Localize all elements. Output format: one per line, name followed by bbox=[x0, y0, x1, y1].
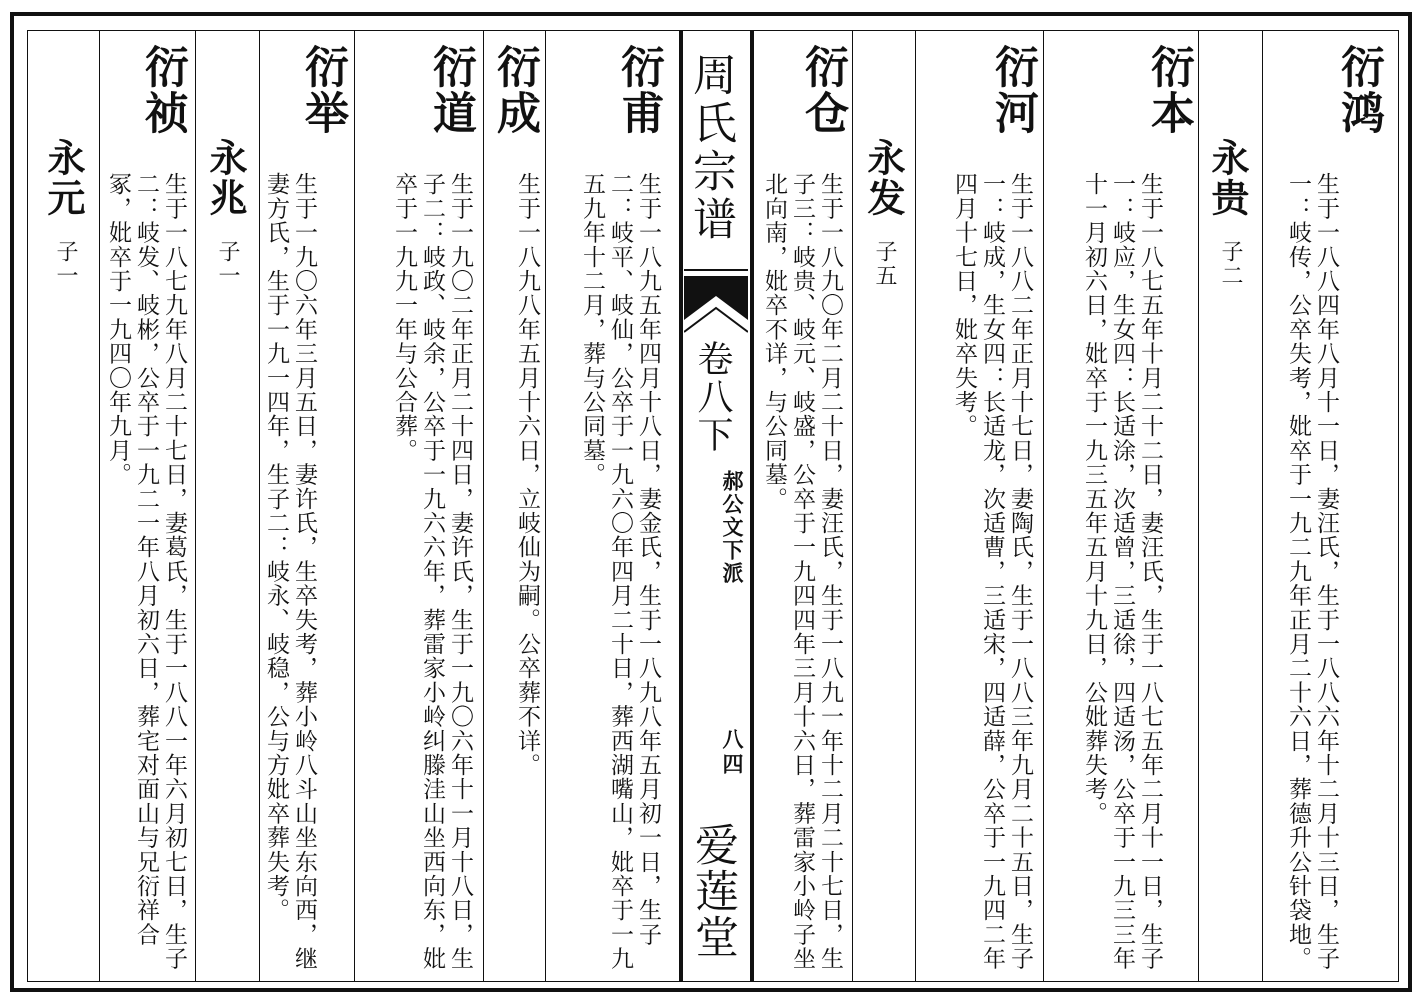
biography-text: 生于一八七九年八月二十七日，妻葛氏，生于一八八一年六月初七日，生子二：岐发、岐彬，公卒于一九二一年八月初六日，葬宅对面山与兄衍祥合冢，妣卒于一九四〇年九月。 bbox=[105, 172, 187, 971]
biography-text: 生于一八九〇年二月二十日，妻汪氏，生于一八九一年十二月二十七日，生子三：岐贵、岐元、岐盛，公卒于一九四四年三月十六日，葬雷家小岭子坐北向南，妣卒不详，与公同墓。 bbox=[761, 172, 843, 971]
son-relation: 子一 bbox=[53, 240, 78, 288]
biography-text: 生于一八七五年十月二十二日，妻汪氏，生于一八七五年二月十一日，生子一：岐应，生女四：长适涂，次适曾，三适徐，四适汤，公卒于一九三三年十一月初六日，妣卒于一九三五年五月十九日，公妣葬失考。 bbox=[1081, 172, 1163, 971]
generation-name: 衍河 bbox=[987, 44, 1038, 136]
column-divider bbox=[259, 30, 260, 982]
generation-name: 衍仓 bbox=[797, 44, 848, 136]
column-divider bbox=[354, 30, 355, 982]
column-divider bbox=[1262, 30, 1263, 982]
generation-name: 衍鸿 bbox=[1333, 44, 1384, 136]
biography-text: 生于一八八四年八月十一日，妻汪氏，生于一八八六年十二月十三日，生子一：岐传，公卒失考，妣卒于一九二九年正月二十六日，葬德升公针袋地。 bbox=[1285, 172, 1339, 971]
son-name: 永元 bbox=[41, 138, 86, 218]
generation-name: 衍举 bbox=[297, 44, 348, 136]
fishtail-ornament bbox=[684, 268, 748, 338]
column-divider bbox=[545, 30, 546, 982]
hall-name: 爱莲堂 bbox=[687, 822, 738, 960]
son-name: 永兆 bbox=[203, 138, 248, 218]
branch-label: 郝公文下派 bbox=[720, 470, 745, 585]
spine-border-left bbox=[679, 30, 683, 982]
biography-text: 生于一八八二年正月十七日，妻陶氏，生于一八八三年九月二十五日，生子一：岐成，生女四：长适龙，次适曹，三适宋，四适薛，公卒于一九四二年四月十七日，妣卒失考。 bbox=[951, 172, 1033, 971]
generation-name: 衍甫 bbox=[613, 44, 664, 136]
column-divider bbox=[483, 30, 484, 982]
column-divider bbox=[99, 30, 100, 982]
generation-name: 衍本 bbox=[1143, 44, 1194, 136]
column-divider bbox=[195, 30, 196, 982]
son-relation: 子一 bbox=[215, 240, 240, 288]
generation-name: 衍道 bbox=[425, 44, 476, 136]
biography-text: 生于一八九五年四月十八日，妻金氏，生于一八九八年五月初一日，生子二：岐平、岐仙，公卒于一九六〇年四月二十日，葬西湖嘴山，妣卒于一九五九年十二月，葬与公同墓。 bbox=[579, 172, 661, 971]
son-name: 永发 bbox=[861, 138, 906, 218]
son-name: 永贵 bbox=[1205, 138, 1250, 218]
generation-name: 衍祯 bbox=[137, 44, 188, 136]
son-relation: 子二 bbox=[1218, 240, 1243, 288]
volume-label: 卷八下 bbox=[692, 340, 733, 454]
column-divider bbox=[1043, 30, 1044, 982]
son-relation: 子五 bbox=[872, 240, 897, 288]
column-divider bbox=[915, 30, 916, 982]
biography-text: 生于一九〇二年正月二十四日，妻许氏，生于一九〇六年十一月十八日，生子二：岐政、岐余，公卒于一九六六年，葬雷家小岭纠滕洼山坐西向东，妣卒于一九九一年与公合葬。 bbox=[391, 172, 473, 971]
generation-name: 衍成 bbox=[489, 44, 540, 136]
biography-text: 生于一八九八年五月十六日，立岐仙为嗣。公卒葬不详。 bbox=[514, 172, 540, 777]
genealogy-title: 周氏宗谱 bbox=[685, 52, 736, 244]
page-number: 八四 bbox=[720, 728, 745, 778]
biography-text: 生于一九〇六年三月五日，妻许氏，生卒失考，葬小岭八斗山坐东向西，继妻方氏，生于一九一四年，生子二：岐永、岐稳，公与方妣卒葬失考。 bbox=[263, 172, 317, 971]
spine-border-right bbox=[750, 30, 754, 982]
column-divider bbox=[852, 30, 853, 982]
column-divider bbox=[1198, 30, 1199, 982]
